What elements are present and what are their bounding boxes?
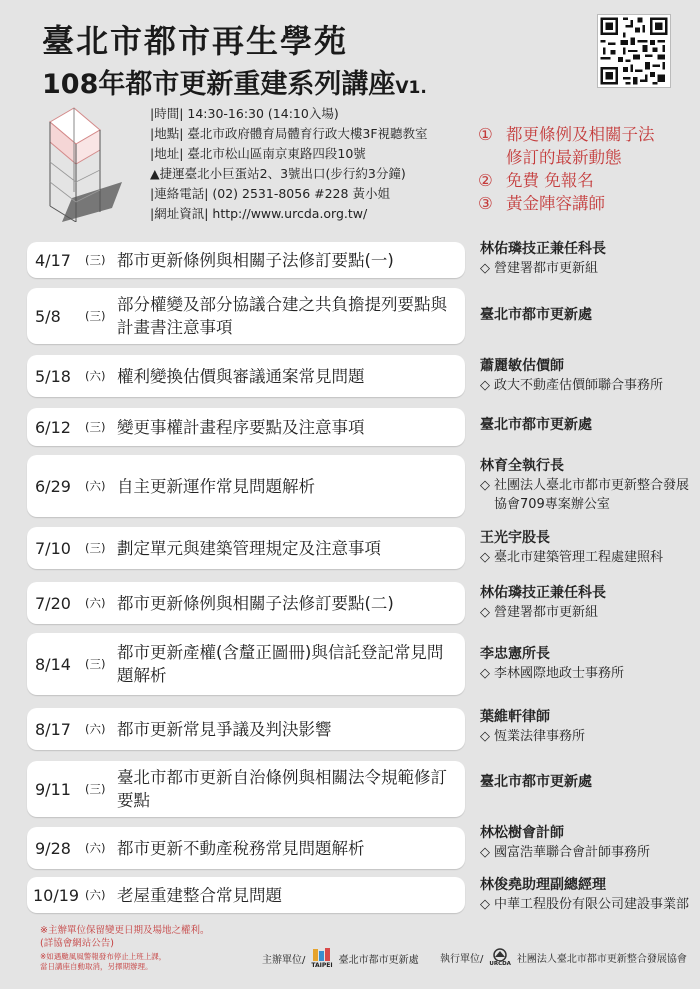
speaker-name: 葉維軒律師 xyxy=(480,709,550,725)
session-card xyxy=(27,455,465,517)
session-speaker xyxy=(480,457,695,514)
session-card xyxy=(27,527,465,569)
feature-item: 修訂的最新動態 xyxy=(506,148,622,167)
speaker-name: 林俊堯助理副總經理 xyxy=(480,877,606,893)
speaker-name: 林育全執行長 xyxy=(480,458,564,474)
session-card xyxy=(27,355,465,397)
footer-note-typhoon: ※如遇颱風風警報發布停止上班上課， 當日講座自動取消，另擇期辦理。 xyxy=(40,952,167,971)
diamond-bullet-icon: ◇ xyxy=(480,550,490,565)
diamond-bullet-icon: ◇ xyxy=(480,478,490,493)
session-weekday: (三) xyxy=(85,782,106,796)
session-speaker xyxy=(480,240,695,278)
host-name: 臺北市都市更新處 xyxy=(338,955,419,966)
session-topic: 都市更新常見爭議及判決影響 xyxy=(117,719,332,739)
session-card xyxy=(27,877,465,913)
session-topic: 都市更新產權(含釐正圖冊)與信託登記常見問題解析 xyxy=(117,643,444,685)
session-topic: 權利變換估價與審議通案常見問題 xyxy=(117,366,365,386)
info-website[interactable]: |網址資訊| http://www.urcda.org.tw/ xyxy=(150,206,368,221)
session-topic: 臺北市都市更新自治條例與相關法令規範修訂要點 xyxy=(117,768,447,810)
session-weekday: (六) xyxy=(85,369,106,383)
session-card xyxy=(27,633,465,695)
session-date: 10/19 xyxy=(33,885,80,905)
features-list xyxy=(478,123,655,215)
diamond-bullet-icon: ◇ xyxy=(480,261,490,276)
organization-name: 中華工程股份有限公司建設事業部 xyxy=(494,897,690,912)
session-date: 6/29 xyxy=(35,476,71,496)
speaker-organization xyxy=(480,259,695,278)
urcda-logo-icon: URCDA xyxy=(489,948,511,967)
session-date: 9/11 xyxy=(35,779,71,799)
taipei-logo-icon: TAIPEI xyxy=(311,948,332,969)
speaker-organization xyxy=(480,843,695,862)
session-card xyxy=(27,827,465,869)
exec-name: 社團法人臺北市都市更新整合發展協會 xyxy=(516,954,687,965)
organization-name: 國富浩華聯合會計師事務所 xyxy=(494,845,651,860)
organization-name: 社團法人臺北市都市更新整合發展協會709專案辦公室 xyxy=(494,478,690,512)
session-speaker xyxy=(480,708,695,746)
organization-name: 營建署都市更新組 xyxy=(494,605,599,620)
speaker-name: 林佑璘技正兼任科長 xyxy=(480,585,606,601)
session-card xyxy=(27,242,465,278)
feature-item: ① 都更條例及相關子法 xyxy=(478,125,655,144)
session-date: 9/28 xyxy=(35,838,71,858)
session-date: 5/18 xyxy=(35,366,71,386)
session-weekday: (三) xyxy=(85,657,106,671)
session-weekday: (三) xyxy=(85,309,106,323)
session-weekday: (六) xyxy=(85,596,106,610)
session-topic: 都市更新不動產稅務常見問題解析 xyxy=(117,838,365,858)
organization-name: 臺北市建築管理工程處建照科 xyxy=(494,550,664,565)
session-topic: 劃定單元與建築管理規定及注意事項 xyxy=(117,538,381,558)
session-speaker xyxy=(480,876,695,914)
host-organizer xyxy=(262,948,419,969)
session-speaker xyxy=(480,824,695,862)
poster-subtitle xyxy=(42,62,427,101)
session-topic: 自主更新運作常見問題解析 xyxy=(117,476,315,496)
session-date: 7/10 xyxy=(35,538,71,558)
session-weekday: (六) xyxy=(85,479,106,493)
session-card xyxy=(27,288,465,344)
info-venue: |地點| 臺北市政府體育局體育行政大樓3F視聽教室 xyxy=(150,126,428,141)
speaker-organization xyxy=(480,376,695,395)
session-topic: 老屋重建整合常見問題 xyxy=(117,885,282,905)
diamond-bullet-icon: ◇ xyxy=(480,666,490,681)
speaker-organization xyxy=(480,603,695,622)
session-speaker xyxy=(480,645,695,683)
feature-item: ② 免費 免報名 xyxy=(478,171,594,190)
series-title: 108年都市更新重建系列講座 xyxy=(42,69,396,100)
session-card xyxy=(27,708,465,750)
diamond-bullet-icon: ◇ xyxy=(480,378,490,393)
session-speaker xyxy=(480,416,695,435)
diamond-bullet-icon: ◇ xyxy=(480,605,490,620)
session-date: 5/8 xyxy=(35,306,61,326)
info-phone[interactable]: |連絡電話| (02) 2531-8056 #228 黃小姐 xyxy=(150,186,390,201)
session-speaker xyxy=(480,357,695,395)
info-address: |地址| 臺北市松山區南京東路四段10號 xyxy=(150,146,366,161)
exec-label: 執行單位/ xyxy=(440,954,484,965)
speaker-name: 李忠憲所長 xyxy=(480,646,550,662)
session-topic: 都市更新條例與相關子法修訂要點(一) xyxy=(117,250,394,270)
speaker-name: 臺北市都市更新處 xyxy=(480,417,592,433)
session-card xyxy=(27,761,465,817)
session-weekday: (三) xyxy=(85,420,106,434)
speaker-organization xyxy=(480,548,695,567)
session-speaker xyxy=(480,306,695,325)
speaker-name: 臺北市都市更新處 xyxy=(480,307,592,323)
poster-title: 臺北市都市再生學苑 xyxy=(42,22,349,60)
host-label: 主辦單位/ xyxy=(262,955,306,966)
session-card xyxy=(27,582,465,624)
organization-name: 恆業法律事務所 xyxy=(494,729,586,744)
footer-notes xyxy=(40,924,209,972)
organization-name: 營建署都市更新組 xyxy=(494,261,599,276)
event-info xyxy=(150,104,428,224)
footer-note-rights: ※主辦單位保留變更日期及場地之權利。 xyxy=(40,925,210,936)
info-time: |時間| 14:30-16:30 (14:10入場) xyxy=(150,106,339,121)
speaker-name: 臺北市都市更新處 xyxy=(480,774,592,790)
session-speaker xyxy=(480,529,695,567)
speaker-name: 蕭麗敏估價師 xyxy=(480,358,564,374)
session-weekday: (六) xyxy=(85,888,106,902)
session-weekday: (六) xyxy=(85,722,106,736)
session-topic: 都市更新條例與相關子法修訂要點(二) xyxy=(117,593,394,613)
session-date: 4/17 xyxy=(35,250,71,270)
qr-code-icon[interactable] xyxy=(597,14,671,88)
speaker-organization xyxy=(480,727,695,746)
speaker-organization xyxy=(480,664,695,683)
session-topic: 變更事權計畫程序要點及注意事項 xyxy=(117,417,365,437)
session-date: 8/14 xyxy=(35,654,71,674)
version-label: V1. xyxy=(395,78,427,98)
speaker-organization xyxy=(480,895,695,914)
info-mrt: ▲捷運臺北小巨蛋站2、3號出口(步行約3分鐘) xyxy=(150,166,406,181)
diamond-bullet-icon: ◇ xyxy=(480,897,490,912)
session-topic: 部分權變及部分協議合建之共負擔提列要點與計畫書注意事項 xyxy=(117,295,447,337)
speaker-name: 林松樹會計師 xyxy=(480,825,564,841)
session-weekday: (六) xyxy=(85,841,106,855)
session-weekday: (三) xyxy=(85,253,106,267)
organization-name: 李林國際地政士事務所 xyxy=(494,666,625,681)
session-weekday: (三) xyxy=(85,541,106,555)
footer-note-website: (詳協會網站公告) xyxy=(40,938,114,949)
diamond-bullet-icon: ◇ xyxy=(480,729,490,744)
session-date: 6/12 xyxy=(35,417,71,437)
diamond-bullet-icon: ◇ xyxy=(480,845,490,860)
organization-name: 政大不動產估價師聯合事務所 xyxy=(494,378,664,393)
feature-item: ③ 黃金陣容講師 xyxy=(478,194,605,213)
speaker-organization xyxy=(480,476,695,514)
session-speaker xyxy=(480,773,695,792)
session-date: 8/17 xyxy=(35,719,71,739)
speaker-name: 林佑璘技正兼任科長 xyxy=(480,241,606,257)
session-speaker xyxy=(480,584,695,622)
speaker-name: 王光宇股長 xyxy=(480,530,550,546)
executive-organizer xyxy=(440,948,687,967)
session-date: 7/20 xyxy=(35,593,71,613)
session-card xyxy=(27,408,465,446)
building-illustration-icon xyxy=(34,102,144,222)
